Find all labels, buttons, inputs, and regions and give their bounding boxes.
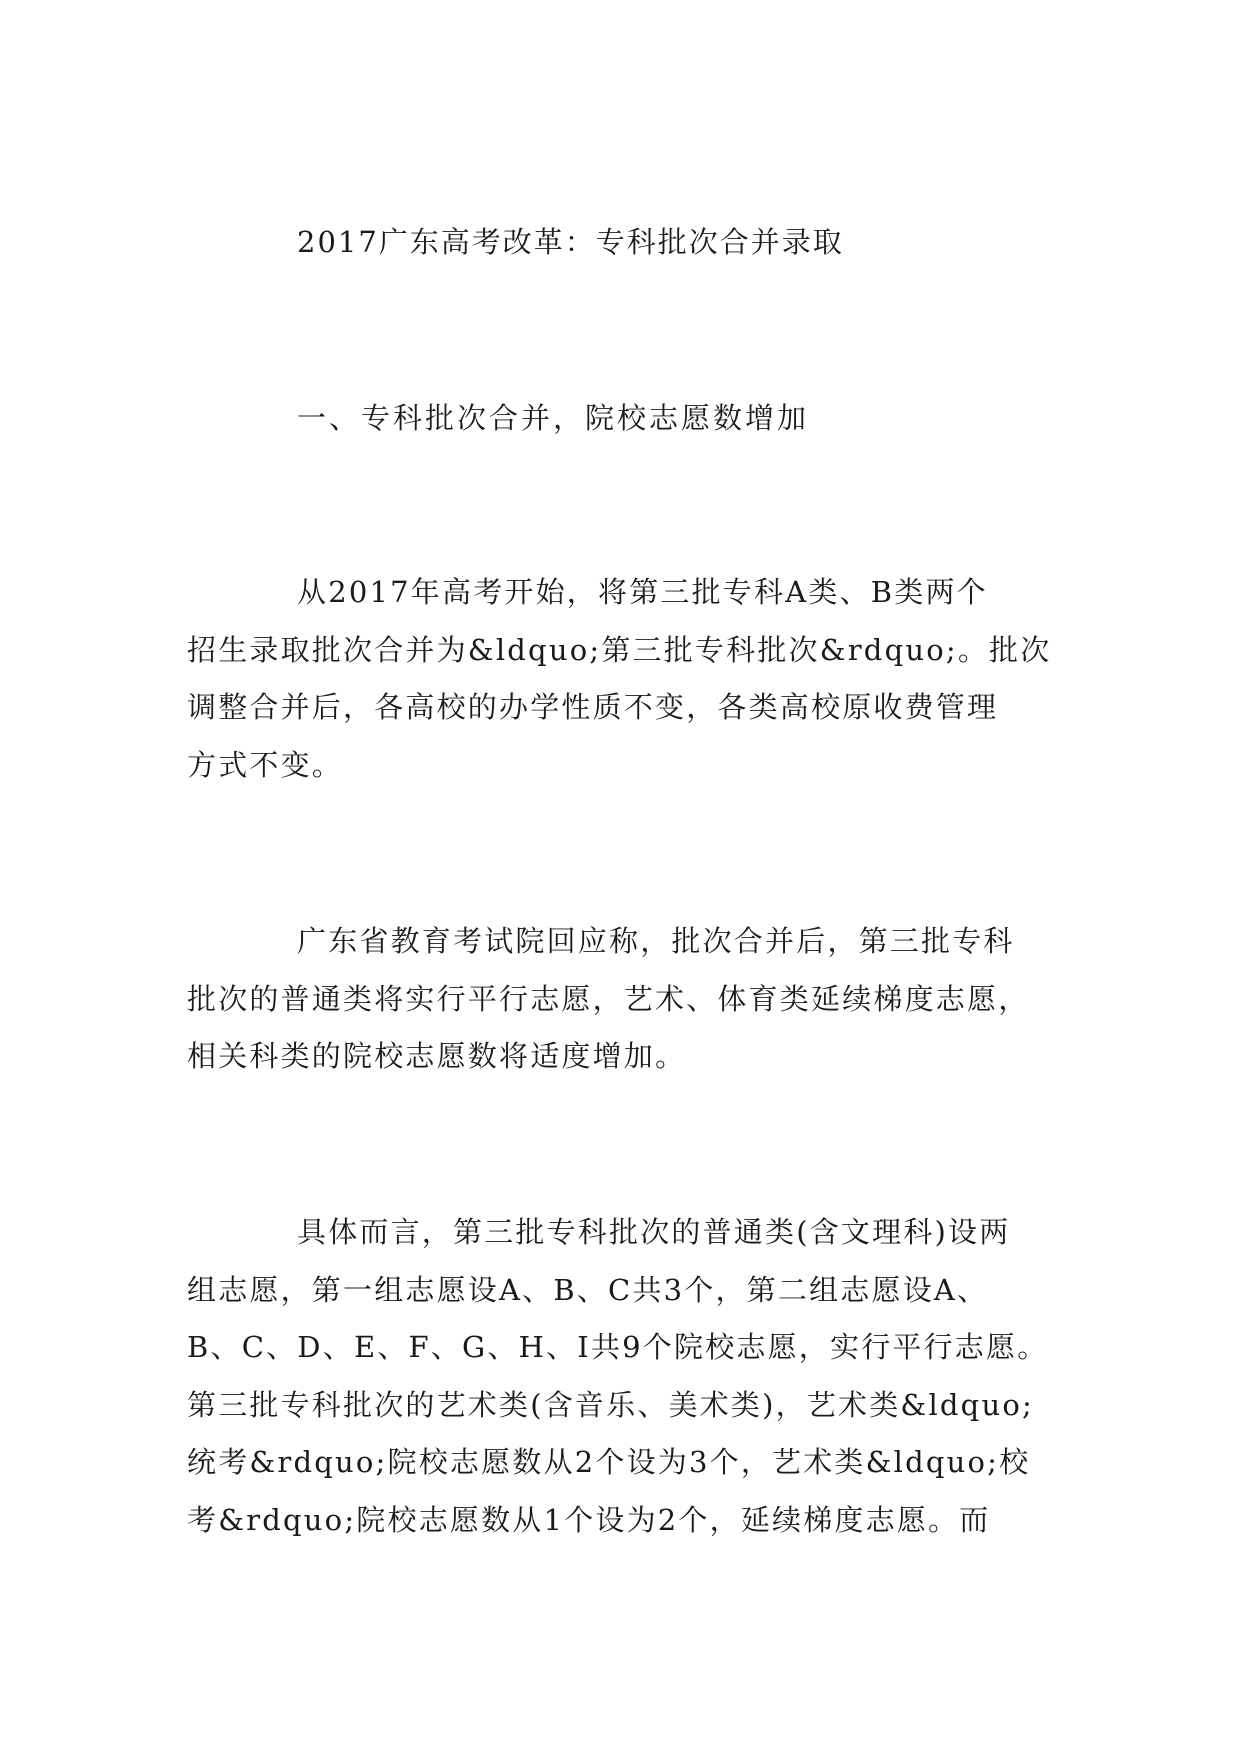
paragraph-line: 调整合并后，各高校的办学性质不变，各类高校原收费管理 xyxy=(187,690,999,724)
paragraph-line: 考&rdquo;院校志愿数从1个设为2个，延续梯度志愿。而 xyxy=(187,1502,991,1537)
section-heading: 一、专科批次合并，院校志愿数增加 xyxy=(297,401,810,435)
paragraph-2 xyxy=(187,913,1067,1086)
paragraph-line: B、C、D、E、F、G、H、I共9个院校志愿，实行平行志愿。 xyxy=(187,1330,1049,1364)
paragraph-line: 从2017年高考开始，将第三批专科A类、B类两个 xyxy=(297,575,988,609)
paragraph-line: 广东省教育考试院回应称，批次合并后，第三批专科 xyxy=(297,924,1015,958)
paragraph-1 xyxy=(187,564,1067,794)
paragraph-line: 具体而言，第三批专科批次的普通类(含文理科)设两 xyxy=(297,1215,1011,1249)
paragraph-line: 组志愿，第一组志愿设A、B、C共3个，第二组志愿设A、 xyxy=(187,1272,989,1307)
paragraph-line: 方式不变。 xyxy=(187,747,344,782)
paragraph-line: 批次的普通类将实行平行志愿，艺术、体育类延续梯度志愿， xyxy=(187,981,1030,1016)
paragraph-3 xyxy=(187,1204,1067,1549)
paragraph-line: 相关科类的院校志愿数将适度增加。 xyxy=(187,1039,687,1073)
paragraph-line: 统考&rdquo;院校志愿数从2个设为3个，艺术类&ldquo;校 xyxy=(187,1445,1031,1479)
document-title: 2017广东高考改革：专科批次合并录取 xyxy=(297,225,844,259)
paragraph-line: 第三批专科批次的艺术类(含音乐、美术类)，艺术类&ldquo; xyxy=(187,1387,1034,1422)
paragraph-line: 招生录取批次合并为&ldquo;第三批专科批次&rdquo;。批次 xyxy=(187,632,1052,667)
